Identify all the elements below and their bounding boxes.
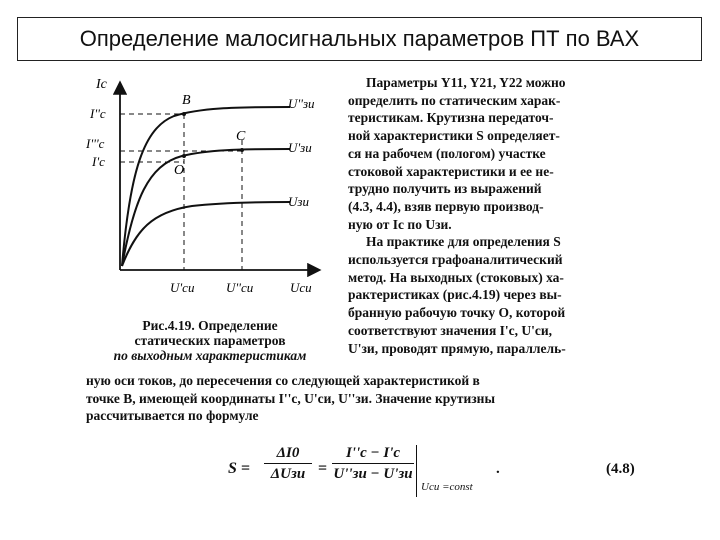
paragraph-2 <box>348 233 648 357</box>
formula-condition: Uси =const <box>421 481 473 493</box>
formula-4-8 <box>228 443 653 501</box>
curve-uzi-0 <box>122 202 290 266</box>
fraction-delta-denominator: ΔUзи <box>270 466 306 482</box>
point-c-label: C <box>236 129 246 144</box>
text-line: рассчитывается по формуле <box>86 408 259 424</box>
slide-title <box>17 17 702 61</box>
fraction-diff-numerator: I''с − I'с <box>332 445 414 464</box>
y-label-ic3: I'''с <box>86 136 105 151</box>
fraction-diff <box>332 445 414 483</box>
text-line: ную оси токов, до пересечения со следующей характеристикой в <box>86 373 480 388</box>
point-o-label: O <box>174 163 185 178</box>
y-label-ic2: I''с <box>90 106 106 121</box>
text-line: U'зи, проводят прямую, параллель- <box>348 340 566 356</box>
curve-label-uzi2: U''зи <box>288 96 315 111</box>
x-axis-label: Uси <box>290 280 312 295</box>
caption-line-1: Рис.4.19. Определение <box>142 318 278 333</box>
formula-equals: = <box>318 460 328 477</box>
point-b <box>182 112 186 116</box>
text-line: метод. На выходных (стоковых) ха- <box>348 269 564 285</box>
x-tick-usi1: U'си <box>170 280 195 295</box>
fraction-delta-numerator: ΔI0 <box>264 445 312 464</box>
right-column-text <box>348 74 648 357</box>
curve-uzi-2 <box>122 107 290 266</box>
fraction-diff-denominator: U''зи − U'зи <box>333 466 413 482</box>
text-line: определить по статическим харак- <box>348 92 561 108</box>
text-line: бранную рабочую точку O, которой <box>348 305 566 321</box>
text-line: точке B, имеющей координаты I''с, U'си, U''зи. Значение крутизны <box>86 390 495 406</box>
text-line: ся на рабочем (пологом) участке <box>348 145 546 161</box>
curve-label-uzi1: U'зи <box>288 140 312 155</box>
text-line: рактеристиках (рис.4.19) через вы- <box>348 287 562 303</box>
text-line: трудно получить из выражений <box>348 181 542 197</box>
formula-dot: . <box>496 461 500 477</box>
x-tick-usi2: U''си <box>226 280 254 295</box>
curve-uzi-1 <box>122 149 290 266</box>
point-o <box>182 154 186 158</box>
caption-line-3: по выходным характеристикам <box>113 348 307 363</box>
text-line: соответствуют значения I'с, U'си, <box>348 322 553 338</box>
point-b-label: B <box>182 93 191 108</box>
text-line: (4.3, 4.4), взяв первую производ- <box>348 198 544 214</box>
text-line: ную от Iс по Uзи. <box>348 216 452 232</box>
point-c <box>240 148 244 152</box>
caption-line-2: статических параметров <box>134 333 286 348</box>
text-line: На практике для определения S <box>366 234 561 250</box>
text-line: используется графоаналитический <box>348 252 563 268</box>
figure-caption <box>84 318 336 363</box>
text-line: стоковой характеристики и ее не- <box>348 163 554 179</box>
bottom-text <box>86 372 648 425</box>
formula-lhs: S = <box>228 460 251 477</box>
paragraph-1 <box>348 74 648 233</box>
equation-number: (4.8) <box>606 461 635 477</box>
y-label-ic1: I'с <box>92 154 105 169</box>
text-line: ной характеристики S определяет- <box>348 128 560 144</box>
fraction-delta <box>264 445 312 483</box>
condition-bar <box>416 445 419 497</box>
y-axis-label: Iс <box>96 77 107 92</box>
text-line: Параметры Y11, Y21, Y22 можно <box>366 75 566 90</box>
output-characteristics-figure <box>82 70 340 322</box>
curve-label-uzi0: Uзи <box>288 194 309 209</box>
text-line: теристикам. Крутизна передаточ- <box>348 110 554 126</box>
slide-title-text: Определение малосигнальных параметров ПТ по ВАХ <box>79 26 640 51</box>
